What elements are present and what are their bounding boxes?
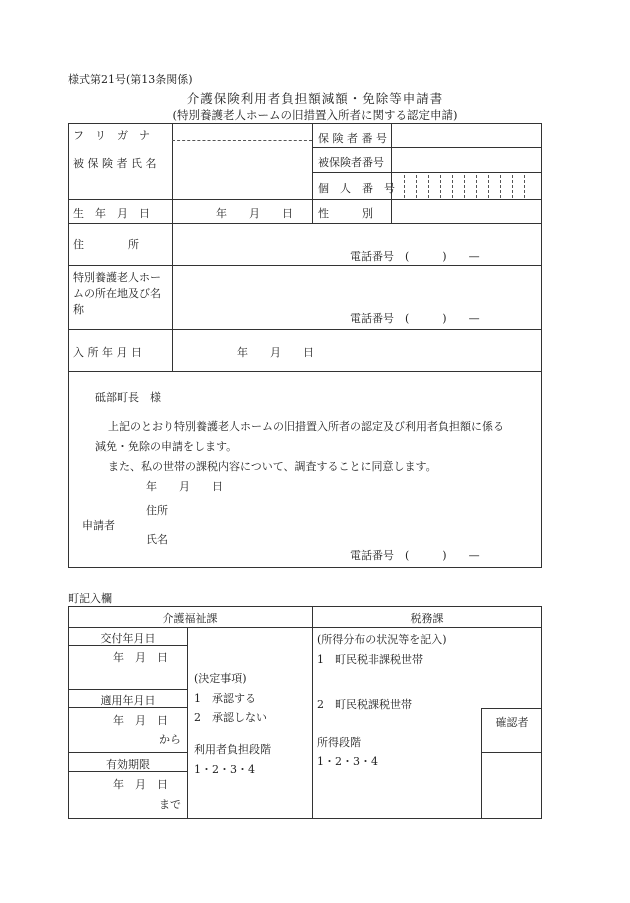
address-phone: 電話番号 ( ) — xyxy=(350,250,480,263)
insured-number-label: 被保険者番号 xyxy=(318,156,384,169)
personal-number-label: 個 人 番 号 xyxy=(318,182,395,195)
declaration-line-1: 上記のとおり特別養護老人ホームの旧措置入所者の認定及び利用者負担額に係る xyxy=(108,420,504,433)
welfare-section-header: 介護福祉課 xyxy=(162,612,218,625)
sex-label: 性 別 xyxy=(318,207,373,220)
tax-taxable[interactable]: 2 町民税課税世帯 xyxy=(317,698,412,711)
tax-note: (所得分布の状況等を記入) xyxy=(317,633,447,646)
insured-name-label: 被 保 険 者 氏 名 xyxy=(73,157,157,170)
expiry-value[interactable]: 年 月 日 xyxy=(113,778,168,791)
birthdate-value[interactable]: 年 月 日 xyxy=(216,207,293,220)
confirmer-label: 確認者 xyxy=(495,716,529,729)
furigana-field[interactable] xyxy=(174,124,310,139)
birthdate-label: 生 年 月 日 xyxy=(73,207,150,220)
insurer-number-field[interactable] xyxy=(393,124,540,146)
tax-nontaxable[interactable]: 1 町民税非課税世帯 xyxy=(317,653,423,666)
income-stage-value[interactable]: 1・2・3・4 xyxy=(317,755,378,768)
office-section-title: 町記入欄 xyxy=(68,592,112,605)
address-label: 住 所 xyxy=(73,238,139,251)
tax-section-header: 税務課 xyxy=(410,612,444,625)
personal-number-field[interactable] xyxy=(393,173,540,198)
issue-date-value[interactable]: 年 月 日 xyxy=(113,651,168,664)
burden-stage-label: 利用者負担段階 xyxy=(194,743,271,756)
expiry-label: 有効期限 xyxy=(106,758,150,771)
facility-phone: 電話番号 ( ) — xyxy=(350,312,480,325)
issue-date-label: 交付年月日 xyxy=(100,632,156,645)
until-label: まで xyxy=(159,798,181,811)
addressee: 砥部町長 様 xyxy=(95,391,161,404)
from-label: から xyxy=(159,733,181,746)
facility-label: 特別養護老人ホームの所在地及び名称 xyxy=(73,271,161,316)
application-date[interactable]: 年 月 日 xyxy=(146,480,223,493)
declaration-line-2: 減免・免除の申請をします。 xyxy=(95,440,238,453)
declaration-line-3: また、私の世帯の課税内容について、調査することに同意します。 xyxy=(108,460,437,473)
sex-field[interactable] xyxy=(393,200,540,222)
decision-approve[interactable]: 1 承認する xyxy=(194,692,256,705)
insured-name-field[interactable] xyxy=(174,142,310,198)
burden-stage-value[interactable]: 1・2・3・4 xyxy=(194,763,255,776)
applicant-name-label: 氏名 xyxy=(146,533,168,546)
form-number: 様式第21号(第13条関係) xyxy=(68,73,193,86)
applicant-phone: 電話番号 ( ) — xyxy=(350,549,480,562)
admission-date-value[interactable]: 年 月 日 xyxy=(237,346,314,359)
form-title: 介護保険利用者負担額減額・免除等申請書 xyxy=(186,91,444,106)
apply-date-value[interactable]: 年 月 日 xyxy=(113,714,168,727)
apply-date-label: 適用年月日 xyxy=(100,694,156,707)
decision-reject[interactable]: 2 承認しない xyxy=(194,711,267,724)
confirmer-stamp-field[interactable] xyxy=(483,754,540,817)
admission-date-label: 入 所 年 月 日 xyxy=(73,346,142,359)
applicant-label: 申請者 xyxy=(82,519,115,532)
insured-number-field[interactable] xyxy=(393,148,540,171)
income-stage-label: 所得段階 xyxy=(317,736,361,749)
form-subtitle: (特別養護老人ホームの旧措置入所者に関する認定申請) xyxy=(172,108,458,122)
applicant-address-label: 住所 xyxy=(146,504,168,517)
decision-title: (決定事項) xyxy=(194,672,247,685)
furigana-label: フ リ ガ ナ xyxy=(73,129,150,142)
insurer-number-label: 保 険 者 番 号 xyxy=(318,132,387,145)
